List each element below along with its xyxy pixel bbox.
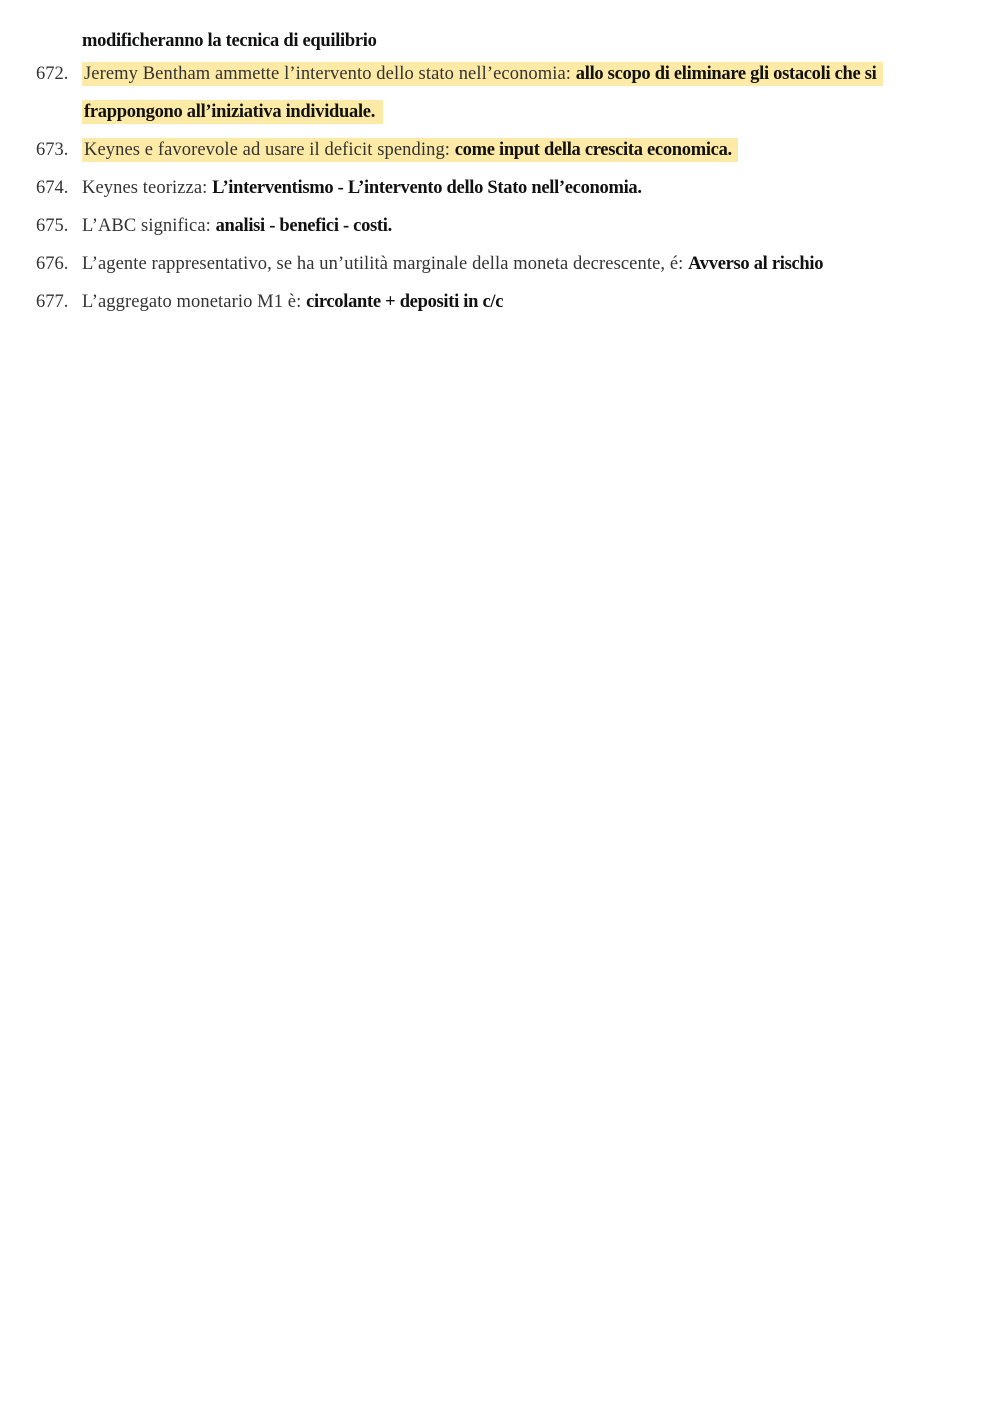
question-text: L’aggregato monetario M1 è: xyxy=(82,292,307,312)
question-text: L’agente rappresentativo, se ha un’utilità marginale della moneta decrescente, é: xyxy=(82,254,689,274)
question-text: Jeremy Bentham ammette l’intervento dello stato nell’economia: xyxy=(84,64,576,84)
answer-text: frappongono all’iniziativa individuale. xyxy=(84,102,376,122)
answer-text: analisi - benefici - costi. xyxy=(215,216,392,236)
item-text xyxy=(82,133,738,167)
question-text: L’ABC significa: xyxy=(82,216,216,236)
list-item xyxy=(0,285,1000,319)
item-text xyxy=(82,209,392,243)
item-text xyxy=(82,247,823,281)
continuation-text xyxy=(82,24,377,58)
item-number: 672. xyxy=(36,64,69,84)
answer-text: modificheranno la tecnica di equilibrio xyxy=(82,31,377,51)
item-text xyxy=(82,95,383,129)
list-item xyxy=(0,209,1000,243)
highlight xyxy=(82,100,383,124)
item-text xyxy=(82,57,883,91)
answer-text: circolante + depositi in c/c xyxy=(306,292,504,312)
item-number: 673. xyxy=(36,140,69,160)
item-text xyxy=(82,171,642,205)
item-number: 674. xyxy=(36,178,69,198)
answer-text: Avverso al rischio xyxy=(688,254,824,274)
highlight xyxy=(82,138,738,162)
answer-text: come input della crescita economica. xyxy=(454,140,732,160)
list-item xyxy=(0,133,1000,167)
question-text: Keynes teorizza: xyxy=(82,178,213,198)
answer-text: L’interventismo - L’intervento dello Stato nell’economia. xyxy=(212,178,642,198)
highlight xyxy=(82,62,883,86)
continuation-line xyxy=(0,24,1000,58)
question-text: Keynes e favorevole ad usare il deficit spending: xyxy=(84,140,455,160)
list-item-continuation xyxy=(0,95,1000,129)
item-number: 675. xyxy=(36,216,69,236)
item-text xyxy=(82,285,503,319)
answer-text: allo scopo di eliminare gli ostacoli che si xyxy=(575,64,877,84)
list-item xyxy=(0,57,1000,91)
item-number: 676. xyxy=(36,254,69,274)
list-item xyxy=(0,171,1000,205)
list-item xyxy=(0,247,1000,281)
item-number: 677. xyxy=(36,292,69,312)
